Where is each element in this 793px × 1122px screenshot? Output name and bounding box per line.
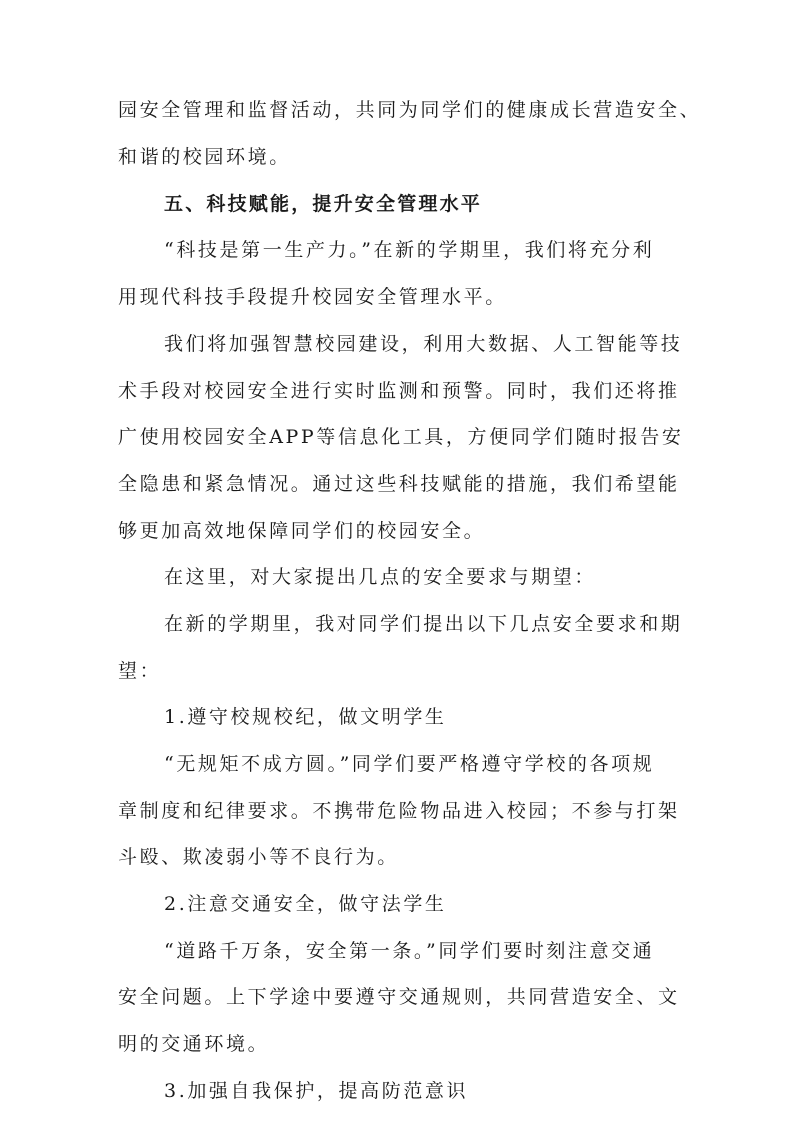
paragraph-line: “科技是第一生产力。”在新的学期里，我们将充分利 [164,239,655,261]
section-heading: 五、科技赋能，提升安全管理水平 [164,193,483,215]
paragraph-line: 用现代科技手段提升校园安全管理水平。 [118,286,507,308]
paragraph-line: 术手段对校园安全进行实时监测和预警。同时，我们还将推 [118,380,680,402]
numbered-heading: 3.加强自我保护，提高防范意识 [164,1080,469,1102]
paragraph-line: 全隐患和紧急情况。通过这些科技赋能的措施，我们希望能 [118,473,680,495]
paragraph-line: 章制度和纪律要求。不携带危险物品进入校园；不参与打架 [118,800,680,822]
paragraph-line: 安全问题。上下学途中要遵守交通规则，共同营造安全、文 [118,986,680,1008]
numbered-heading: 1.遵守校规校纪，做文明学生 [164,706,447,728]
paragraph-line: “道路千万条，安全第一条。”同学们要时刻注意交通 [164,940,655,962]
paragraph-line: 我们将加强智慧校园建设，利用大数据、人工智能等技 [164,333,683,355]
paragraph-line: 够更加高效地保障同学们的校园安全。 [118,520,486,542]
paragraph-line: 和谐的校园环境。 [118,146,291,168]
paragraph-line: “无规矩不成方圆。”同学们要严格遵守学校的各项规 [164,753,655,775]
paragraph-line: 在新的学期里，我对同学们提出以下几点安全要求和期 [164,613,683,635]
paragraph-line: 广使用校园安全APP等信息化工具，方便同学们随时报告安 [118,426,684,448]
paragraph-line: 在这里，对大家提出几点的安全要求与期望： [164,566,597,588]
paragraph-line: 斗殴、欺凌弱小等不良行为。 [118,846,399,868]
paragraph-line: 园安全管理和监督活动，共同为同学们的健康成长营造安全、 [118,99,702,121]
paragraph-line: 明的交通环境。 [118,1033,270,1055]
paragraph-line: 望： [118,660,162,682]
numbered-heading: 2.注意交通安全，做守法学生 [164,893,447,915]
